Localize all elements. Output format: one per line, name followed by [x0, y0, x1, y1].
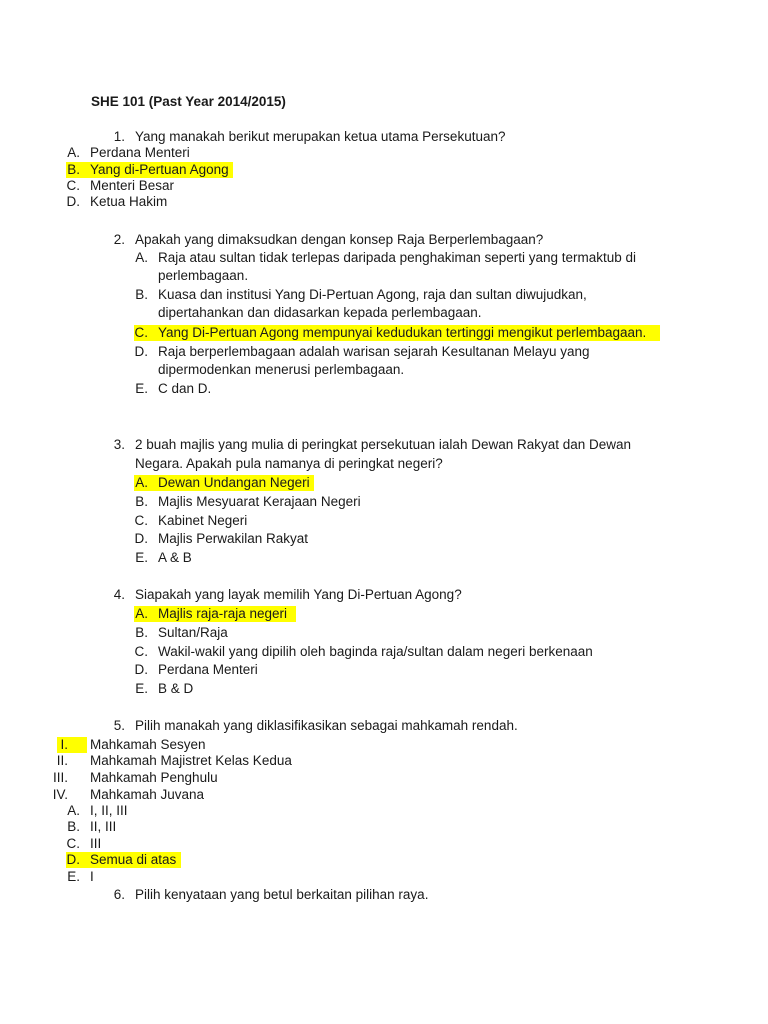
option-text: Majlis raja-raja negeri: [158, 606, 288, 621]
item-text: Mahkamah Majistret Kelas Kedua: [90, 753, 292, 768]
item-text: Mahkamah Penghulu: [90, 770, 218, 785]
option-text: Raja berperlembagaan adalah warisan sejarah Kesultanan Melayu yang: [158, 344, 590, 359]
option-text: Majlis Mesyuarat Kerajaan Negeri: [158, 494, 361, 509]
option-mark: A.: [67, 145, 80, 160]
option-text-continued: dipermodenkan menerusi perlembagaan.: [158, 362, 405, 377]
option-text: I: [90, 869, 94, 884]
question-text: Pilih kenyataan yang betul berkaitan pilihan raya.: [135, 887, 429, 902]
question-number: 6.: [113, 887, 125, 902]
option-text: Raja atau sultan tidak terlepas daripada penghakiman seperti yang termaktub di: [158, 250, 637, 265]
option-text: III: [90, 836, 102, 851]
question-text: Siapakah yang layak memilih Yang Di-Pertuan Agong?: [135, 587, 462, 602]
option-text: Ketua Hakim: [90, 194, 168, 209]
question-text: Pilih manakah yang diklasifikasikan sebagai mahkamah rendah.: [135, 718, 518, 733]
question-number: 1.: [113, 129, 125, 144]
option-text-continued: perlembagaan.: [158, 268, 249, 283]
option-text: Kabinet Negeri: [158, 513, 248, 528]
item-text: Mahkamah Juvana: [90, 787, 205, 802]
option-mark: A.: [135, 606, 148, 621]
option-text: Majlis Perwakilan Rakyat: [158, 531, 309, 546]
item-text: Mahkamah Sesyen: [90, 737, 206, 752]
option-mark: C.: [134, 513, 148, 528]
document-title: SHE 101 (Past Year 2014/2015): [91, 94, 286, 109]
option-text: Sultan/Raja: [158, 625, 228, 640]
option-mark: C.: [134, 325, 148, 340]
option-mark: D.: [66, 852, 80, 867]
option-text: Yang di-Pertuan Agong: [90, 162, 229, 177]
option-text: Perdana Menteri: [158, 662, 258, 677]
option-mark: D.: [66, 194, 80, 209]
question-text: Yang manakah berikut merupakan ketua utama Persekutuan?: [135, 129, 506, 144]
option-text: Perdana Menteri: [90, 145, 190, 160]
option-text: Semua di atas: [90, 852, 177, 867]
option-mark: A.: [67, 803, 80, 818]
item-mark: I.: [60, 737, 68, 752]
question-text: 2 buah majlis yang mulia di peringkat persekutuan ialah Dewan Rakyat dan Dewan: [135, 437, 632, 452]
question-number: 2.: [113, 232, 125, 247]
question-number: 4.: [113, 587, 125, 602]
item-mark: IV.: [52, 787, 68, 802]
option-text: C dan D.: [158, 381, 212, 396]
option-mark: B.: [135, 494, 148, 509]
option-mark: B.: [135, 287, 148, 302]
option-text: B & D: [158, 681, 194, 696]
option-text: Dewan Undangan Negeri: [158, 475, 310, 490]
option-mark: D.: [134, 344, 148, 359]
option-mark: C.: [66, 836, 80, 851]
question-number: 5.: [113, 718, 125, 733]
option-mark: A.: [135, 475, 148, 490]
option-text: Yang Di-Pertuan Agong mempunyai kedudukan tertinggi mengikut perlembagaan.: [158, 325, 647, 340]
option-text: Wakil-wakil yang dipilih oleh baginda raja/sultan dalam negeri berkenaan: [158, 644, 593, 659]
option-mark: E.: [135, 550, 148, 565]
option-mark: E.: [135, 681, 148, 696]
option-mark: E.: [135, 381, 148, 396]
option-mark: D.: [134, 531, 148, 546]
option-mark: C.: [134, 644, 148, 659]
item-mark: II.: [56, 753, 68, 768]
question-text: Apakah yang dimaksudkan dengan konsep Raja Berperlembagaan?: [135, 232, 544, 247]
option-mark: A.: [135, 250, 148, 265]
question-number: 3.: [113, 437, 125, 452]
question-text-continued: Negara. Apakah pula namanya di peringkat negeri?: [135, 456, 443, 471]
option-text: A & B: [158, 550, 192, 565]
option-text-continued: dipertahankan dan didasarkan kepada perlembagaan.: [158, 305, 482, 320]
option-mark: B.: [135, 625, 148, 640]
option-mark: B.: [67, 162, 80, 177]
option-mark: B.: [67, 819, 80, 834]
option-text: I, II, III: [90, 803, 128, 818]
option-text: Menteri Besar: [90, 178, 175, 193]
option-mark: C.: [66, 178, 80, 193]
item-mark: III.: [52, 770, 68, 785]
option-text: II, III: [90, 819, 117, 834]
option-mark: D.: [134, 662, 148, 677]
option-text: Kuasa dan institusi Yang Di-Pertuan Agong, raja dan sultan diwujudkan,: [158, 287, 587, 302]
option-mark: E.: [67, 869, 80, 884]
